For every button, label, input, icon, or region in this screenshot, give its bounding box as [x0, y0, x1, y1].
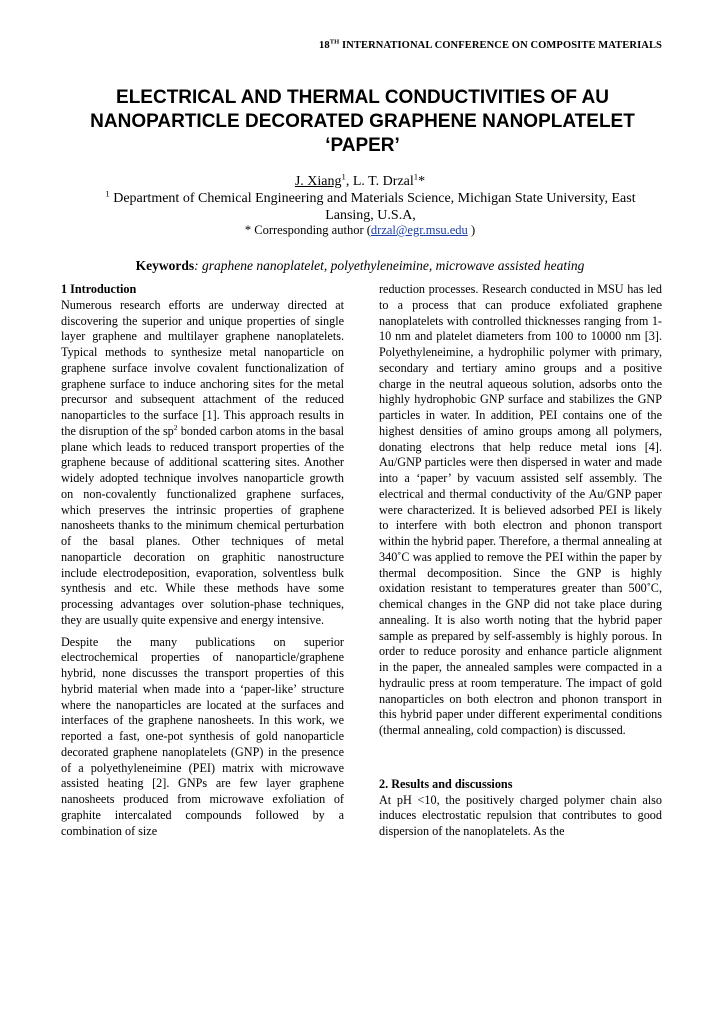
- keywords-text: : graphene nanoplatelet, polyethyleneimine, microwave assisted heating: [194, 258, 585, 273]
- email-link[interactable]: drzal@egr.msu.edu: [370, 223, 468, 237]
- paper-title: ELECTRICAL AND THERMAL CONDUCTIVITIES OF AU NANOPARTICLE DECORATED GRAPHENE NANOPLATELET ‘PAPER’: [90, 87, 635, 156]
- running-head: 18TH INTERNATIONAL CONFERENCE ON COMPOSITE MATERIALS: [319, 38, 662, 51]
- section-heading-results: 2. Results and discussions: [379, 776, 513, 791]
- left-column: [61, 282, 344, 839]
- section-heading-introduction: 1 Introduction: [61, 282, 137, 296]
- keywords-line: [0, 257, 720, 274]
- paragraph-intro-2: Despite the many publications on superior electrochemical properties of nanoparticle/graphene hybrid, none discusses the transport properties of this hybrid material when made into a ‘paper-like’ structure where the nanoparticles are located at the surfaces and interfaces of the graphene nanosheets. In this work, we reported a fast, one-pot synthesis of gold nanoparticle decorated graphene nanoplatelets (GNP) in the presence of a polyethyleneimine (PEI) matrix with microwave assisted heating [2]. GNPs are few layer graphene nanosheets produced from microwave exfoliation of graphite intercalated compounds followed by a combination of size: [61, 634, 344, 838]
- author-line: J. Xiang$^1$, L. T. Drzal$^1$*: [294, 171, 426, 189]
- corresponding-author: * Corresponding author (drzal@egr.msu.edu ): [244, 223, 476, 237]
- author-link-xiang[interactable]: J. Xiang: [294, 174, 342, 189]
- paragraph-intro-1: Numerous research efforts are underway directed at discovering the superior and unique properties of single layer graphene and multilayer graphene nanoplatelets. Typical methods to synthesize metal nanoparticle on graphene surface involve covalent functionalization of graphene surface to induce anchoring sites for the metal precursor and subsequent attachment of the reduced nanoparticles to the surface [1]. This approach results in the disruption of the $sp^2$ bonded carbon atoms in the basal plane which leads to reduced transport properties of the graphene because of additional scattering sites. Another widely adopted technique involves nanoparticle growth on non-covalently functionalized graphene surfaces, which preserves the intrinsic properties of graphene nanosheets thanks to the minimum chemical perturbation of the basal planes. Other techniques of metal nanoparticle decoration on graphitic nanostructure include electrodeposition, evaporation, solventless bulk synthesis and etc. While these methods have some processing advantages over solution-phase techniques, they are usually quite expensive and energy intensive.: [61, 297, 344, 627]
- paragraph-results-1: At pH <10, the positively charged polymer chain also induces electrostatic repulsion that contributes to good dispersion of the nanoplatelets. As the: [379, 792, 662, 838]
- affiliation: $^1$ Department of Chemical Engineering and Materials Science, Michigan State University, East Lansing, U.S.A,: [105, 188, 636, 223]
- right-column: [379, 282, 662, 840]
- keywords-label: Keywords: [135, 258, 195, 273]
- paragraph-intro-3: reduction processes. Research conducted in MSU has led to a process that can produce exfoliated graphene nanoplatelets with controlled thicknesses ranging from 1-10 nm and platelet diameters from 100 to 10000 nm [3]. Polyethyleneimine, a hydrophilic polymer with primary, secondary and tertiary amino groups and a positive charge in the neutral aqueous solution, adsorbs onto the highly hydrophobic GNP surface and stabilizes the GNP particles in water. In addition, PEI contains one of the highest densities of amino groups among all polymers, donating electrons that help reduce metal ions [4]. Au/GNP particles were then dispersed in water and made into a ‘paper’ by vacuum assisted self assembly. The electrical and thermal conductivity of the Au/GNP paper were characterized. It is believed adsorbed PEI is likely to interfere with both electron and phonon transport within the hybrid paper. Therefore, a thermal annealing at 340˚C was applied to remove the PEI within the paper by thermal decomposition. Since the GNP is highly oxidation resistant to temperatures greater than 500˚C, chemical changes in the GNP did not take place during annealing. It is also worth noting that the hybrid paper sample as prepared by self-assembly is highly porous. In order to reduce porosity and enhance particle alignment in the paper, the annealed samples were compacted in a hydraulic press at room temperature. The impact of gold nanoparticles on both electron and phonon transport in this hybrid paper under different experimental conditions (thermal annealing, cold compaction) is discussed.: [379, 282, 662, 737]
